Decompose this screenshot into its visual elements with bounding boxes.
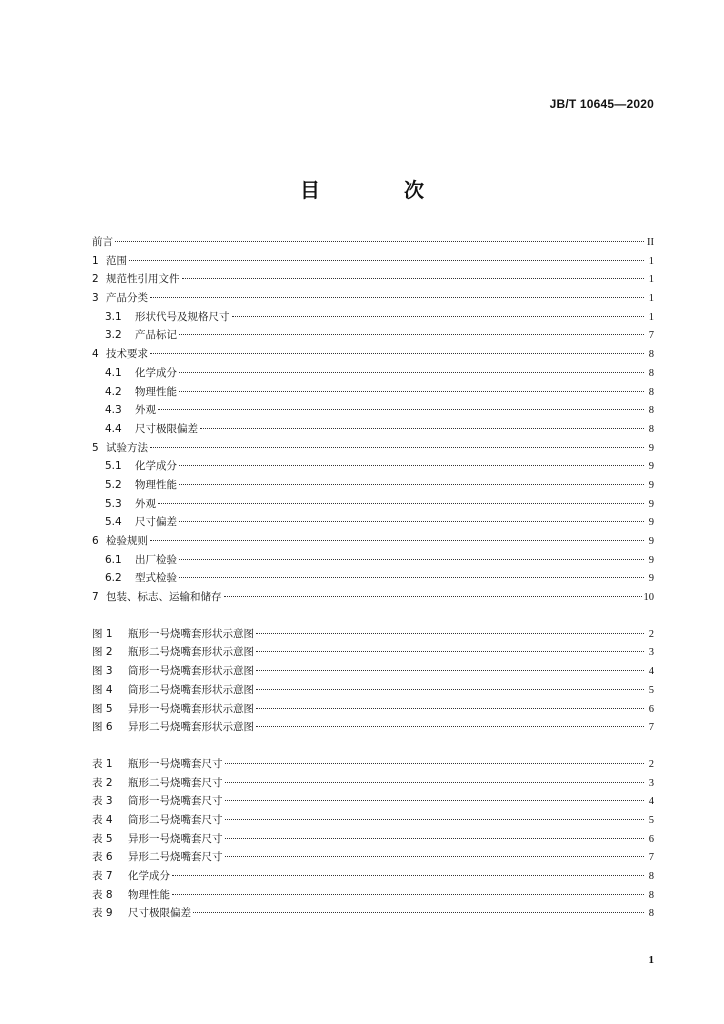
table-entry[interactable] [92, 755, 654, 774]
table-page: 3 [648, 777, 654, 789]
table-page: 7 [648, 852, 654, 864]
toc-number: 5 [92, 441, 99, 454]
dot-leader [256, 726, 644, 727]
toc-page: 8 [648, 405, 654, 417]
toc-label: 产品分类 [106, 292, 148, 305]
table-of-contents [92, 233, 654, 923]
table-number: 表 9 [92, 907, 113, 920]
toc-label: 试验方法 [106, 441, 148, 454]
dot-leader [179, 391, 644, 392]
table-number: 表 1 [92, 757, 113, 770]
toc-number: 3 [92, 292, 99, 305]
figure-entry[interactable] [92, 700, 654, 719]
toc-number: 4.3 [105, 404, 122, 417]
toc-entry[interactable] [92, 401, 654, 420]
figure-number: 图 3 [92, 665, 113, 678]
dot-leader [179, 334, 644, 335]
dot-leader [182, 278, 645, 279]
figure-entry[interactable] [92, 718, 654, 737]
toc-label: 范围 [106, 254, 127, 267]
dot-leader [256, 689, 644, 690]
figure-page: 7 [648, 722, 654, 734]
table-entry[interactable] [92, 904, 654, 923]
table-entry[interactable] [92, 811, 654, 830]
toc-label: 产品标记 [135, 329, 177, 342]
toc-entry[interactable] [92, 345, 654, 364]
toc-page: 9 [648, 573, 654, 585]
table-number: 表 3 [92, 795, 113, 808]
toc-label: 出厂检验 [135, 553, 177, 566]
figure-page: 2 [648, 628, 654, 640]
figure-page: 6 [648, 703, 654, 715]
toc-page: 8 [648, 367, 654, 379]
toc-page: 10 [643, 592, 654, 604]
toc-number: 4.2 [105, 385, 122, 398]
table-number: 表 7 [92, 870, 113, 882]
toc-label: 技术要求 [106, 348, 148, 361]
toc-label: 包装、标志、运输和储存 [106, 591, 222, 604]
figure-entry[interactable] [92, 643, 654, 662]
toc-label: 外观 [135, 404, 156, 417]
toc-entry[interactable] [92, 270, 654, 289]
table-entry[interactable] [92, 792, 654, 811]
toc-number: 4 [92, 348, 99, 361]
toc-entry[interactable] [92, 439, 654, 458]
dot-leader [224, 596, 642, 597]
toc-entry[interactable] [92, 252, 654, 271]
figure-entry[interactable] [92, 681, 654, 700]
toc-label: 前言 [92, 236, 113, 248]
figure-list [92, 625, 654, 737]
page-number: 1 [648, 954, 654, 966]
dot-leader [179, 577, 644, 578]
table-number: 表 6 [92, 851, 113, 864]
figure-label: 异形一号烧嘴套形状示意图 [128, 702, 254, 715]
dot-leader [225, 856, 645, 857]
figure-number: 图 2 [92, 646, 113, 659]
toc-number: 6.1 [105, 553, 122, 566]
toc-entry[interactable] [92, 233, 654, 252]
toc-page: 8 [648, 386, 654, 398]
dot-leader [193, 912, 644, 913]
toc-page: 8 [648, 349, 654, 361]
toc-number: 3.2 [105, 329, 122, 342]
dot-leader [179, 521, 644, 522]
toc-number: 5.3 [105, 497, 122, 510]
table-entry[interactable] [92, 848, 654, 867]
dot-leader [179, 484, 644, 485]
table-label: 物理性能 [128, 888, 170, 901]
toc-number: 4.4 [105, 422, 122, 435]
dot-leader [225, 782, 645, 783]
figure-label: 异形二号烧嘴套形状示意图 [128, 721, 254, 734]
figure-page: 5 [648, 684, 654, 696]
dot-leader [158, 409, 644, 410]
table-label: 异形一号烧嘴套尺寸 [128, 832, 223, 845]
figure-number: 图 5 [92, 702, 113, 715]
toc-page: 9 [648, 554, 654, 566]
dot-leader [129, 260, 644, 261]
toc-entry[interactable] [92, 364, 654, 383]
dot-leader [225, 838, 645, 839]
figure-label: 筒形一号烧嘴套形状示意图 [128, 665, 254, 678]
dot-leader [158, 503, 644, 504]
toc-number: 5.1 [105, 460, 122, 473]
table-entry[interactable] [92, 774, 654, 793]
dot-leader [179, 465, 644, 466]
toc-entry[interactable] [92, 569, 654, 588]
toc-entry[interactable] [92, 476, 654, 495]
document-code: JB/T 10645—2020 [549, 97, 654, 111]
toc-number: 3.1 [105, 310, 122, 323]
table-list [92, 755, 654, 923]
toc-number: 2 [92, 273, 99, 286]
toc-page: 9 [648, 442, 654, 454]
dot-leader [150, 540, 644, 541]
table-number: 表 5 [92, 832, 113, 845]
toc-entry[interactable] [92, 551, 654, 570]
toc-entry[interactable] [92, 326, 654, 345]
table-page: 8 [648, 871, 654, 882]
section-list [92, 233, 654, 607]
table-number: 表 2 [92, 776, 113, 789]
table-number: 表 8 [92, 888, 113, 901]
dot-leader [179, 559, 644, 560]
dot-leader [256, 651, 644, 652]
toc-label: 形状代号及规格尺寸 [135, 310, 230, 323]
dot-leader [172, 875, 644, 876]
table-page: 5 [648, 814, 654, 826]
table-number: 表 4 [92, 813, 113, 826]
figure-label: 瓶形一号烧嘴套形状示意图 [128, 627, 254, 640]
dot-leader [200, 428, 644, 429]
toc-entry[interactable] [92, 420, 654, 439]
toc-page: 1 [648, 293, 654, 305]
table-entry[interactable] [92, 830, 654, 849]
table-page: 4 [648, 796, 654, 808]
dot-leader [179, 372, 644, 373]
figure-number: 图 1 [92, 627, 113, 640]
toc-page: 1 [648, 311, 654, 323]
toc-entry[interactable] [92, 495, 654, 514]
figure-number: 图 6 [92, 721, 113, 734]
table-label: 瓶形二号烧嘴套尺寸 [128, 776, 223, 789]
table-page: 2 [648, 758, 654, 770]
toc-title: 目 次 [300, 178, 456, 202]
dot-leader [256, 633, 644, 634]
toc-label: 物理性能 [135, 385, 177, 398]
toc-label: 外观 [135, 497, 156, 510]
toc-page: 9 [648, 536, 654, 547]
figure-entry[interactable] [92, 625, 654, 644]
dot-leader [115, 241, 644, 242]
toc-page: 1 [648, 255, 654, 267]
toc-entry[interactable] [92, 289, 654, 308]
table-page: 8 [648, 889, 654, 901]
toc-page: 9 [648, 479, 654, 491]
toc-label: 检验规则 [106, 535, 148, 547]
table-label: 瓶形一号烧嘴套尺寸 [128, 757, 223, 770]
table-entry[interactable] [92, 886, 654, 905]
toc-page: 8 [648, 423, 654, 435]
toc-number: 6.2 [105, 572, 122, 585]
toc-page: 9 [648, 498, 654, 510]
toc-page: 7 [648, 330, 654, 342]
table-label: 化学成分 [128, 870, 170, 882]
toc-label: 化学成分 [135, 366, 177, 379]
toc-page: 1 [648, 274, 654, 286]
figure-label: 瓶形二号烧嘴套形状示意图 [128, 646, 254, 659]
toc-number: 5.4 [105, 516, 122, 529]
toc-label: 尺寸极限偏差 [135, 422, 198, 435]
table-entry[interactable] [92, 867, 654, 886]
toc-number: 4.1 [105, 366, 122, 379]
toc-label: 尺寸偏差 [135, 516, 177, 529]
toc-entry[interactable] [92, 588, 654, 607]
dot-leader [150, 297, 644, 298]
figure-entry[interactable] [92, 662, 654, 681]
table-label: 异形二号烧嘴套尺寸 [128, 851, 223, 864]
toc-number: 1 [92, 254, 99, 267]
table-page: 6 [648, 833, 654, 845]
toc-entry[interactable] [92, 532, 654, 551]
toc-number: 6 [92, 535, 99, 547]
toc-label: 型式检验 [135, 572, 177, 585]
dot-leader [150, 353, 644, 354]
toc-page: 9 [648, 517, 654, 529]
figure-label: 筒形二号烧嘴套形状示意图 [128, 683, 254, 696]
toc-page: 9 [648, 461, 654, 473]
table-label: 筒形一号烧嘴套尺寸 [128, 795, 223, 808]
table-label: 筒形二号烧嘴套尺寸 [128, 813, 223, 826]
dot-leader [225, 800, 645, 801]
figure-number: 图 4 [92, 683, 113, 696]
toc-number: 5.2 [105, 478, 122, 491]
dot-leader [232, 316, 645, 317]
figure-page: 3 [648, 647, 654, 659]
table-page: 8 [648, 908, 654, 920]
toc-label: 物理性能 [135, 478, 177, 491]
dot-leader [256, 670, 644, 671]
toc-page: II [647, 237, 654, 248]
toc-entry[interactable] [92, 457, 654, 476]
toc-entry[interactable] [92, 383, 654, 402]
dot-leader [225, 819, 645, 820]
table-label: 尺寸极限偏差 [128, 907, 191, 920]
dot-leader [172, 894, 644, 895]
toc-entry[interactable] [92, 308, 654, 327]
dot-leader [256, 708, 644, 709]
figure-page: 4 [648, 666, 654, 678]
toc-number: 7 [92, 591, 99, 604]
dot-leader [225, 763, 645, 764]
dot-leader [150, 447, 644, 448]
toc-label: 规范性引用文件 [106, 273, 180, 286]
toc-entry[interactable] [92, 513, 654, 532]
toc-label: 化学成分 [135, 460, 177, 473]
